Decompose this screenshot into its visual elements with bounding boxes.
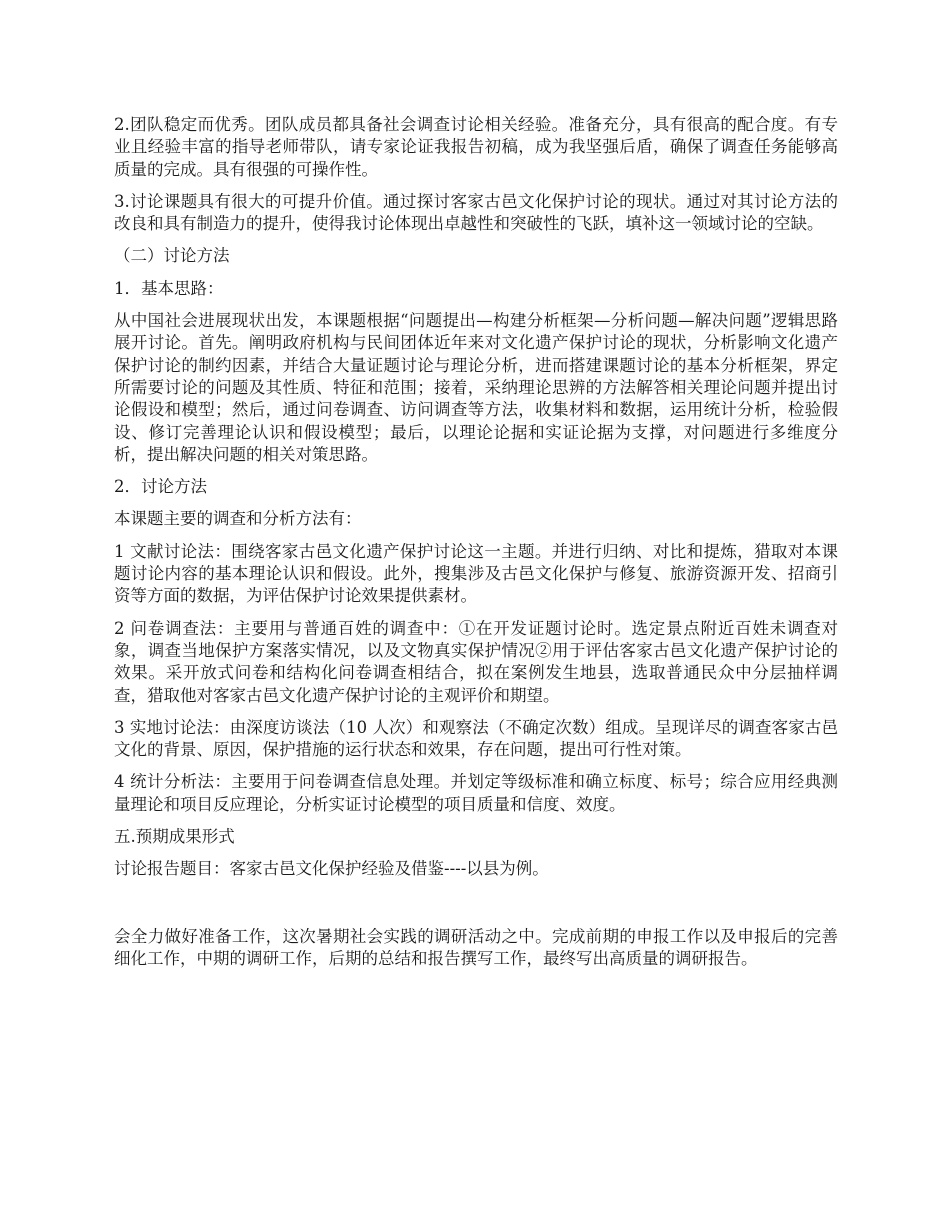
section-heading-expected-results: 五.预期成果形式 — [114, 827, 235, 847]
paragraph-fieldwork-method: 3 实地讨论法：由深度访谈法（10 人次）和观察法（不确定次数）组成。呈现详尽的调查客家古邑文化的背景、原因，保护措施的运行状态和效果，存在问题，提出可行性对策。 — [114, 717, 838, 760]
paragraph-commitment: 会全力做好准备工作，这次暑期社会实践的调研活动之中。完成前期的申报工作以及申报后的完善细化工作，中期的调研工作，后期的总结和报告撰写工作，最终写出高质量的调研报告。 — [114, 926, 838, 968]
paragraph-research-value: 3.讨论课题具有很大的可提升价值。通过探讨客家古邑文化保护讨论的现状。通过对其讨论方法的改良和具有制造力的提升，使得我讨论体现出卓越性和突破性的飞跃，填补这一领域讨论的空缺。 — [114, 191, 838, 234]
blank-spacer — [114, 891, 838, 926]
document-body — [114, 114, 838, 980]
paragraph-basic-approach: 从中国社会进展现状出发，本课题根据“问题提出—构建分析框架—分析问题—解决问题”逻辑思路展开讨论。首先。阐明政府机构与民间团体近年来对文化遗产保护讨论的现状，分析影响文化遗产保护讨论的制约因素，并结合大量证题讨论与理论分析，进而搭建课题讨论的基本分析框架，界定所需要讨论的问题及其性质、特征和范围；接着，采纳理论思辨的方法解答相关理论问题并提出讨论假设和模型；然后，通过问卷调查、访问调查等方法，收集材料和数据，运用统计分析，检验假设、修订完善理论认识和假设模型；最后，以理论论据和实证论据为支撑，对问题进行多维度分析，提出解决问题的相关对策思路。 — [114, 311, 838, 464]
paragraph-team-stability: 2.团队稳定而优秀。团队成员都具备社会调查讨论相关经验。准备充分，具有很高的配合度。有专业且经验丰富的指导老师带队，请专家论证我报告初稿，成为我坚强后盾，确保了调查任务能够高质量的完成。具有很强的可操作性。 — [114, 115, 838, 179]
paragraph-survey-method: 2 问卷调查法：主要用与普通百姓的调查中：①在开发证题讨论时。选定景点附近百姓未调查对象，调查当地保护方案落实情况，以及文物真实保护情况②用于评估客家古邑文化遗产保护讨论的效果。采开放式问卷和结构化问卷调查相结合，拟在案例发生地县，选取普通民众中分层抽样调查，猎取他对客家古邑文化遗产保护讨论的主观评价和期望。 — [114, 618, 838, 705]
paragraph-report-title: 讨论报告题目：客家古邑文化保护经验及借鉴----以县为例。 — [114, 859, 549, 879]
paragraph-methods-intro: 本课题主要的调查和分析方法有： — [114, 509, 362, 529]
subheading-research-methods: 2．讨论方法 — [114, 477, 207, 497]
paragraph-literature-method: 1 文献讨论法：围绕客家古邑文化遗产保护讨论这一主题。并进行归纳、对比和提炼，猎取对本课题讨论内容的基本理论认识和假设。此外，搜集涉及古邑文化保护与修复、旅游资源开发、招商引资等方面的数据，为评估保护讨论效果提供素材。 — [114, 541, 838, 606]
section-heading-methods: （二）讨论方法 — [114, 246, 230, 266]
paragraph-statistics-method: 4 统计分析法：主要用于问卷调查信息处理。并划定等级标准和确立标度、标号；综合应用经典测量理论和项目反应理论，分析实证讨论模型的项目质量和信度、效度。 — [114, 772, 838, 814]
subheading-basic-approach: 1．基本思路： — [114, 278, 224, 298]
